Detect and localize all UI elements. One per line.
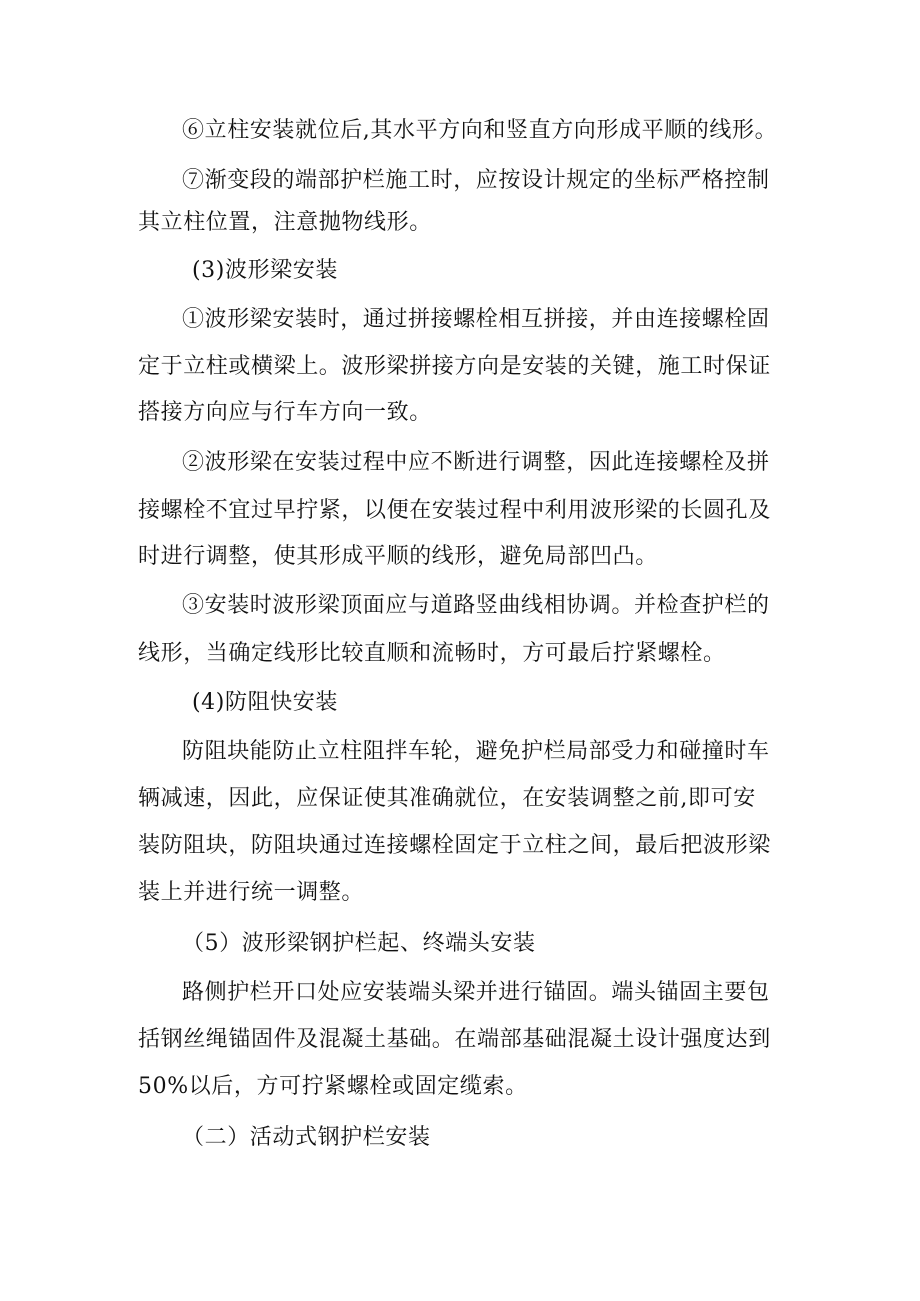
text-line-1: ⑥立柱安装就位后,其水平方向和竖直方向形成平顺的线形。 — [182, 118, 778, 143]
text-line-21: 50%以后，方可拧紧螺栓或固定缆索。 — [138, 1074, 528, 1099]
text-line-6: 定于立柱或横梁上。波形梁拼接方向是安装的关键，施工时保证 — [138, 354, 771, 379]
text-line-2: ⑦渐变段的端部护栏施工时，应按设计规定的坐标严格控制 — [182, 168, 770, 193]
text-line-9: 接螺栓不宜过早拧紧，以便在安装过程中利用波形梁的长圆孔及 — [138, 498, 771, 523]
text-line-20: 括钢丝绳锚固件及混凝土基础。在端部基础混凝土设计强度达到 — [138, 1027, 771, 1052]
text-line-7: 搭接方向应与行车方向一致。 — [138, 400, 432, 425]
text-line-19: 路侧护栏开口处应安装端头梁并进行锚固。端头锚固主要包 — [182, 980, 770, 1005]
text-line-10: 时进行调整，使其形成平顺的线形，避免局部凹凸。 — [138, 544, 658, 569]
text-line-15: 辆减速，因此，应保证使其准确就位，在安装调整之前,即可安 — [138, 786, 756, 811]
text-line-8: ②波形梁在安装过程中应不断进行调整，因此连接螺栓及拼 — [182, 450, 770, 475]
section-heading-5: （5）波形梁钢护栏起、终端头安装 — [182, 931, 536, 956]
text-line-14: 防阻块能防止立柱阻拌车轮，避免护栏局部受力和碰撞时车 — [182, 739, 770, 764]
text-line-12: 线形，当确定线形比较直顺和流畅时，方可最后拧紧螺栓。 — [138, 641, 726, 666]
section-heading-3: (3)波形梁安装 — [192, 258, 338, 283]
text-line-16: 装防阻块，防阻块通过连接螺栓固定于立柱之间，最后把波形梁 — [138, 833, 771, 858]
text-line-3: 其立柱位置，注意抛物线形。 — [138, 210, 432, 235]
text-line-5: ①波形梁安装时，通过拼接螺栓相互拼接，并由连接螺栓固 — [182, 307, 770, 332]
section-heading-2: （二）活动式钢护栏安装 — [182, 1125, 431, 1150]
text-line-17: 装上并进行统一调整。 — [138, 880, 365, 905]
section-heading-4: (4)防阻快安装 — [192, 690, 338, 715]
text-line-11: ③安装时波形梁顶面应与道路竖曲线相协调。并检查护栏的 — [182, 593, 770, 618]
